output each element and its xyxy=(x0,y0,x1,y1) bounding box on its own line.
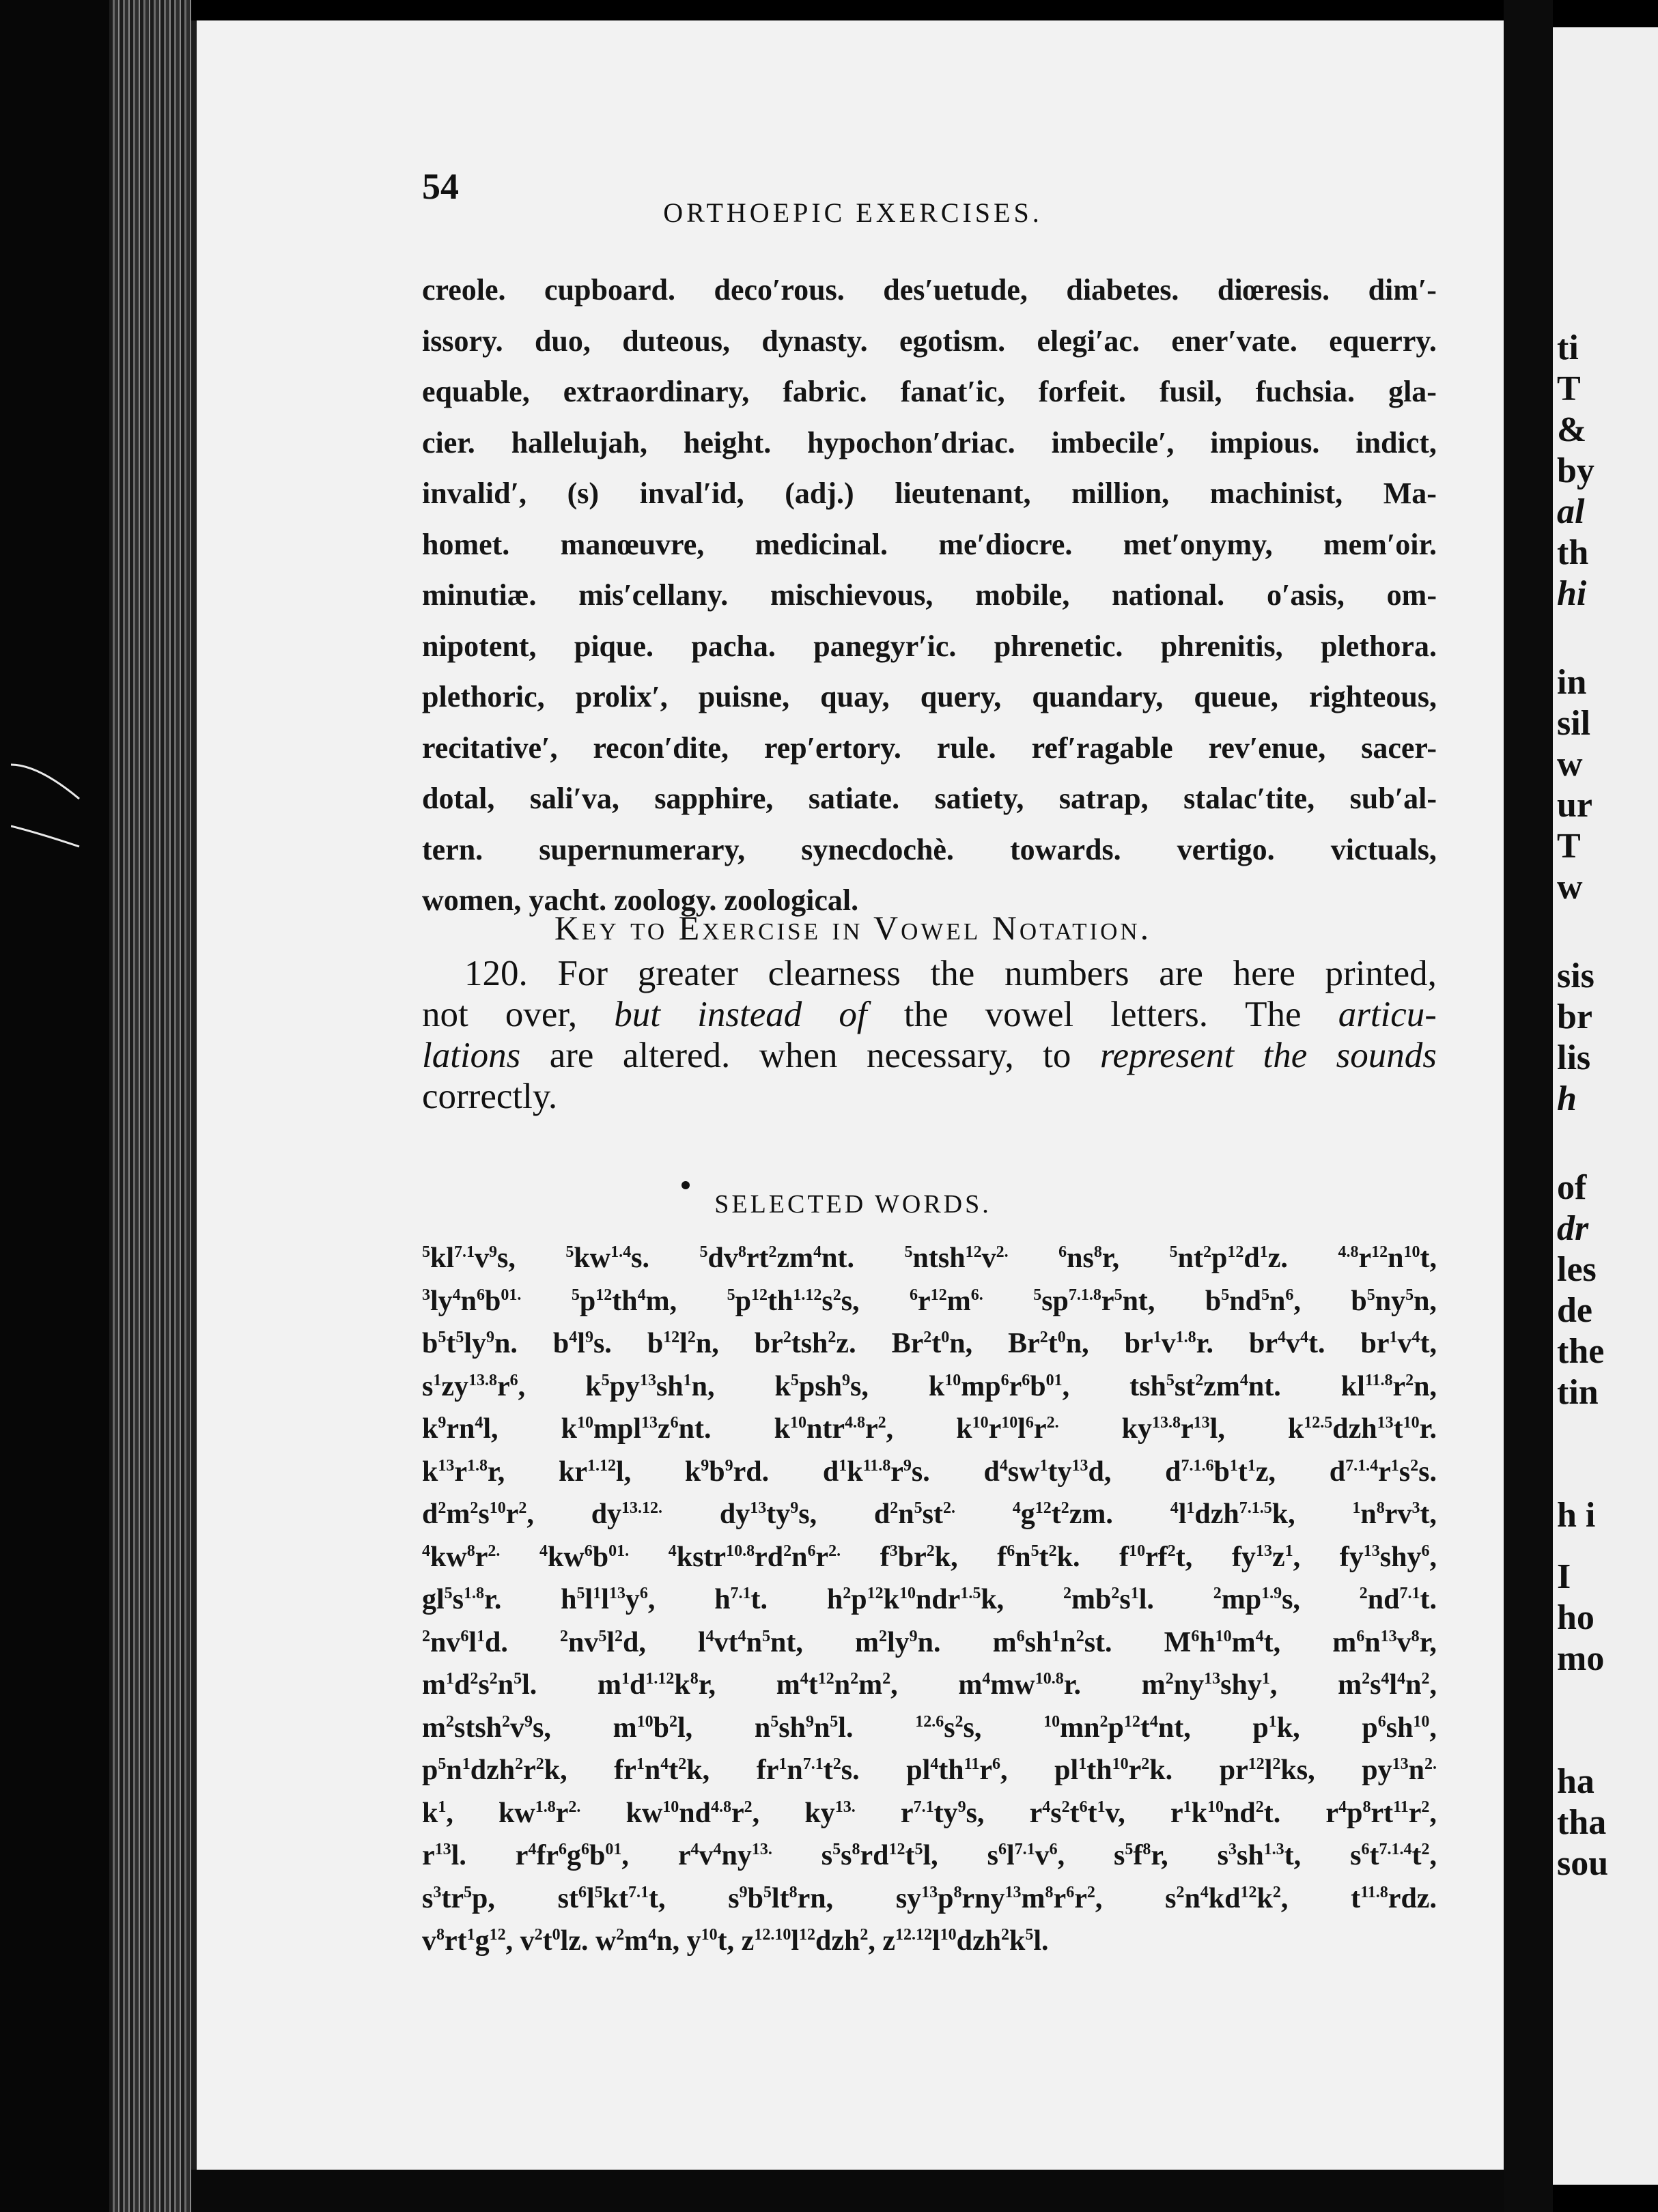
notation-list xyxy=(422,1237,1437,1963)
page-number: 54 xyxy=(422,166,459,207)
word-list-line: nipotent, pique. pacha. panegyr′ic. phrenetic. phrenitis, plethora. xyxy=(422,629,1437,663)
notation-line: $r^{13}l$. $r^4fr^6g^6b^{01}$, $r^4v^4ny^{13.}$ $s^5s^8rd^{12}t^5l$, $s^6l^{7.1}v^6$, $s^5f^8r$, $s^3sh^{1.3}t$, $s^6t^{7.1.4}t^2$, xyxy=(422,1840,1437,1871)
notation-line: $d^2m^2s^{10}r^2$, $dy^{13.12.}$ $dy^{13}ty^9s$, $d^2n^5st^{2.}$ $^4g^{12}t^2zm$. $^4l^1dzh^{7.1.5}k$, $^1n^8rv^3t$, xyxy=(422,1499,1437,1530)
word-list-line: recitative′, recon′dite, rep′ertory. rule. ref′ragable rev′enue, sacer- xyxy=(422,731,1437,765)
facing-page-fragment: w xyxy=(1557,745,1583,784)
facing-page-fragment: ho xyxy=(1557,1598,1594,1637)
facing-page-fragment: de xyxy=(1557,1291,1592,1330)
facing-page-fragment: w xyxy=(1557,868,1583,907)
facing-page-fragment: tin xyxy=(1557,1373,1599,1412)
word-list-line: dotal, sali′va, sapphire, satiate. satiety, satrap, stalac′tite, sub′al- xyxy=(422,782,1437,815)
facing-page-fragment: al xyxy=(1557,492,1585,531)
facing-page-fragment: ur xyxy=(1557,786,1592,825)
facing-page-fragment: th xyxy=(1557,533,1589,572)
facing-page-fragment: h i xyxy=(1557,1496,1596,1535)
section-title xyxy=(197,908,1509,948)
book-spine-dark xyxy=(0,0,109,2212)
facing-page-fragment: h xyxy=(1557,1079,1577,1118)
facing-page-fragment: the xyxy=(1557,1332,1605,1371)
notation-line: $m^1d^2s^2n^5l$. $m^1d^{1.12}k^8r$, $m^4t^{12}n^2m^2$, $m^4mw^{10.8}r$. $m^2ny^{13}shy^1$, $m^2s^4l^4n^2$, xyxy=(422,1669,1437,1701)
notation-line: $^3ly^4n^6b^{01.}$ $^5p^{12}th^4m$, $^5p^{12}th^{1.12}s^2s$, $^6r^{12}m^{6.}$ $^5sp^{7.1.8}r^5nt$, $b^5nd^5n^6$, $b^5ny^5n$, xyxy=(422,1285,1437,1317)
book-spine-edge xyxy=(109,0,191,2212)
facing-page-fragment: sis xyxy=(1557,956,1594,995)
facing-page-fragment: ti xyxy=(1557,328,1579,367)
word-list-line: equable, extraordinary, fabric. fanat′ic, forfeit. fusil, fuchsia. gla- xyxy=(422,375,1437,408)
word-list-line: homet. manœuvre, medicinal. me′diocre. met′onymy, mem′oir. xyxy=(422,527,1437,561)
notation-line: $^4kw^8r^{2.}$ $^4kw^6b^{01.}$ $^4kstr^{10.8}rd^2n^6r^{2.}$ $f^3br^2k$, $f^6n^5t^2k$. $f^{10}rf^2t$, $fy^{13}z^1$, $fy^{13}shy^6$, xyxy=(422,1541,1437,1573)
section-title-text: Key to Exercise in Vowel Notation. xyxy=(554,909,1152,947)
facing-page-fragment: by xyxy=(1557,451,1594,490)
notation-line: $m^2stsh^2v^9s$, $m^{10}b^2l$, $n^5sh^9n^5l$. $^{12.6}s^2s$, $^{10}mn^2p^{12}t^4nt$, $p^1k$, $p^6sh^{10}$, xyxy=(422,1712,1437,1744)
notation-line: $k^{13}r^{1.8}r$, $kr^{1.12}l$, $k^9b^9rd$. $d^1k^{11.8}r^9s$. $d^4sw^1ty^{13}d$, $d^{7.1.6}b^1t^1z$, $d^{7.1.4}r^1s^2s$. xyxy=(422,1456,1437,1488)
facing-page-fragment: br xyxy=(1557,997,1592,1036)
facing-page-fragment: T xyxy=(1557,827,1581,866)
book-page xyxy=(191,20,1509,2170)
word-list-line: issory. duo, duteous, dynasty. egotism. elegi′ac. ener′vate. equerry. xyxy=(422,324,1437,358)
notation-line: $v^8rt^1g^{12}$, $v^2t^0lz$. $w^2m^4n$, $y^{10}t$, $z^{12.10}l^{12}dzh^2$, $z^{12.12}l^{10}dzh^2k^5l$. xyxy=(422,1925,1049,1957)
margin-curve-mark xyxy=(11,758,86,853)
word-list-line: women, yacht. zoology. zoological. xyxy=(422,883,859,917)
facing-page-fragment: dr xyxy=(1557,1209,1589,1248)
facing-page-fragment: sou xyxy=(1557,1844,1609,1883)
notation-line: $b^5t^5ly^9n$. $b^4l^9s$. $b^{12}l^2n$, $br^2tsh^2z$. $Br^2t^0n$, $Br^2t^0n$, $br^1v^{1.8}r$. $br^4v^4t$. $br^1v^4t$, xyxy=(422,1328,1437,1359)
facing-page-fragment: & xyxy=(1557,410,1587,449)
page-bottom-shadow xyxy=(191,2170,1504,2212)
notation-line: $gl^5s^{1.8}r$. $h^5l^1l^{13}y^6$, $h^{7.1}t$. $h^2p^{12}k^{10}ndr^{1.5}k$, $^2mb^2s^1l$. $^2mp^{1.9}s$, $^2nd^{7.1}t$. xyxy=(422,1584,1437,1615)
facing-page-fragment: in xyxy=(1557,663,1587,702)
notation-line: $s^3tr^5p$, $st^6l^5kt^{7.1}t$, $s^9b^5lt^8rn$, $sy^{13}p^8rny^{13}m^8r^6r^2$, $s^2n^4kd^{12}k^2$, $t^{11.8}rdz$. xyxy=(422,1882,1437,1914)
facing-page xyxy=(1553,27,1658,2185)
word-list xyxy=(422,265,1437,926)
word-list-line: invalid′, (s) inval′id, (adj.) lieutenant, million, machinist, Ma- xyxy=(422,477,1437,510)
word-list-line: cier. hallelujah, height. hypochon′driac. imbecile′, impious. indict, xyxy=(422,425,1437,459)
notation-line: $k^1$, $kw^{1.8}r^{2.}$ $kw^{10}nd^{4.8}r^2$, $ky^{13.}$ $r^{7.1}ty^9s$, $r^4s^2t^6t^1v$, $r^1k^{10}nd^2t$. $r^4p^8rt^{11}r^2$, xyxy=(422,1797,1437,1829)
paragraph-line: correctly. xyxy=(422,1077,558,1116)
facing-page-fragment: lis xyxy=(1557,1038,1591,1077)
running-head: ORTHOEPIC EXERCISES. xyxy=(663,197,1043,228)
facing-page-fragment: les xyxy=(1557,1250,1597,1289)
word-list-line: creole. cupboard. deco′rous. des′uetude, diabetes. diœresis. dim′- xyxy=(422,273,1437,307)
facing-page-fragment: ha xyxy=(1557,1762,1594,1801)
stray-mark xyxy=(682,1181,690,1189)
word-list-line: plethoric, prolix′, puisne, quay, query, quandary, queue, righteous, xyxy=(422,680,1437,713)
paragraph-line: 120. For greater clearness the numbers are here printed, xyxy=(464,954,1437,993)
facing-page-fragment: tha xyxy=(1557,1803,1607,1842)
notation-line: $p^5n^1dzh^2r^2k$, $fr^1n^4t^2k$, $fr^1n^{7.1}t^2s$. $pl^4th^{11}r^6$, $pl^1th^{10}r^2k$. $pr^{12}l^2ks$, $py^{13}n^{2.}$ xyxy=(422,1755,1437,1786)
word-list-line: minutiæ. mis′cellany. mischievous, mobile, national. o′asis, om- xyxy=(422,578,1437,612)
facing-page-fragment: hi xyxy=(1557,574,1587,613)
subheading: SELECTED WORDS. xyxy=(714,1190,992,1219)
notation-line: $k^9rn^4l$, $k^{10}mpl^{13}z^6nt$. $k^{10}ntr^{4.8}r^2$, $k^{10}r^{10}l^6r^{2.}$ $ky^{13.8}r^{13}l$, $k^{12.5}dzh^{13}t^{10}r$. xyxy=(422,1413,1437,1445)
paragraph-line: not over, but instead of the vowel letters. The articu- xyxy=(422,995,1437,1034)
facing-page-fragment: mo xyxy=(1557,1639,1605,1678)
notation-line: $s^1zy^{13.8}r^6$, $k^5py^{13}sh^1n$, $k^5psh^9s$, $k^{10}mp^6r^6b^{01}$, $tsh^5st^2zm^4nt$. $kl^{11.8}r^2n$, xyxy=(422,1370,1437,1402)
word-list-line: tern. supernumerary, synecdochè. towards. vertigo. victuals, xyxy=(422,832,1437,866)
notation-line: $^2nv^6l^1d$. $^2nv^5l^2d$, $l^4vt^4n^5nt$, $m^2ly^9n$. $m^6sh^1n^2st$. $M^6h^{10}m^4t$, $m^6n^{13}v^8r$, xyxy=(422,1626,1437,1658)
facing-page-fragment: sil xyxy=(1557,704,1591,743)
paragraph-line: lations are altered. when necessary, to represent the sounds xyxy=(422,1036,1437,1075)
facing-page-fragment: I xyxy=(1557,1557,1571,1596)
page-gutter xyxy=(1504,0,1553,2212)
facing-page-fragment: T xyxy=(1557,369,1581,408)
notation-line: $^5kl^{7.1}v^9s$, $^5kw^{1.4}s$. $^5dv^8rt^2zm^4nt$. $^5ntsh^{12}v^{2.}$ $^6ns^8r$, $^5nt^2p^{12}d^1z$. $^{4.8}r^{12}n^{10}t$, xyxy=(422,1243,1437,1274)
paragraph-120 xyxy=(422,953,1437,1117)
facing-page-fragment: of xyxy=(1557,1168,1587,1207)
